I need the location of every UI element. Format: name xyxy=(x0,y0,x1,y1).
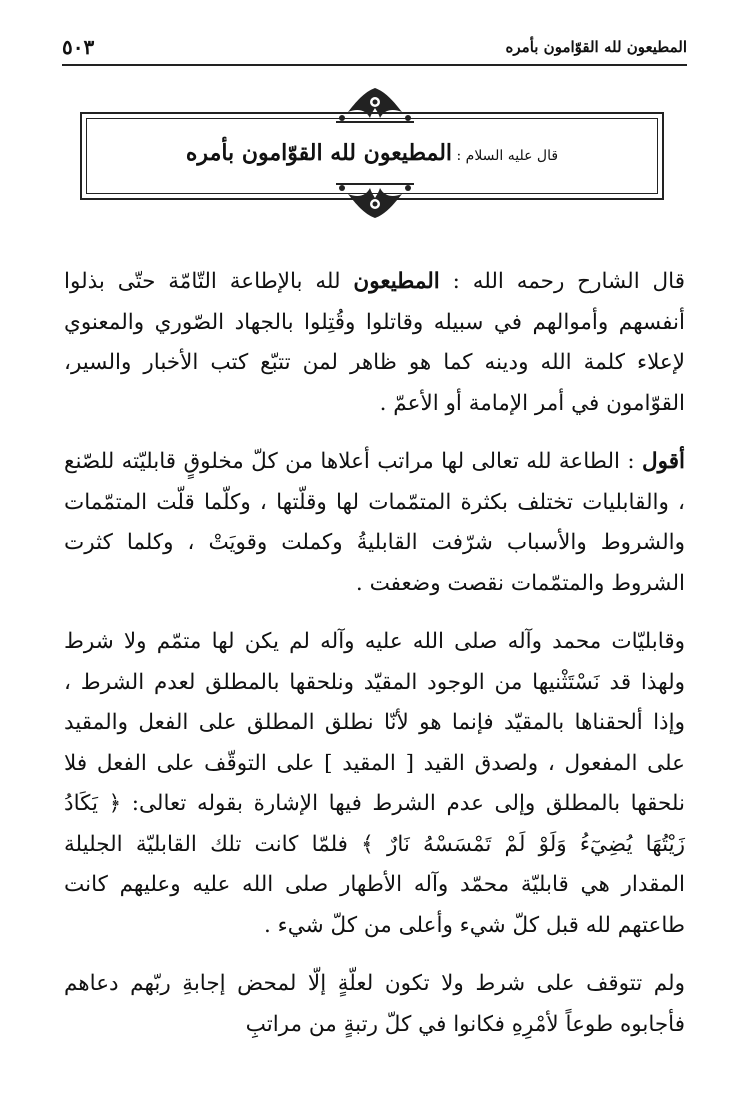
paragraph-2 xyxy=(64,442,685,604)
paragraph-4-text: ولم تتوقف على شرط ولا تكون لعلّةٍ إلّا لمحض إجابةِ ربّهم دعاهم فأجابوه طوعاً لأمْرِهِ فكانوا في كلّ رتبةٍ من مراتبِ xyxy=(64,971,685,1037)
title-line xyxy=(80,140,664,166)
paragraph-3 xyxy=(64,622,685,946)
running-header xyxy=(62,30,687,66)
paragraph-1-bold: المطيعون xyxy=(353,269,440,294)
body-text xyxy=(64,262,685,1063)
paragraph-4 xyxy=(64,964,685,1045)
ornament-bottom-icon xyxy=(334,182,416,222)
title-main: المطيعون لله القوّامون بأمره xyxy=(185,140,453,166)
paragraph-2-bold: أقول xyxy=(642,449,685,474)
paragraph-2-text: : الطاعة لله تعالى لها مراتب أعلاها من كلّ مخلوقٍ قابليّته للصّنع ، والقابليات تختلف بكثرة المتمّمات لها وقلّتها ، وكلّما قلّت المتمّمات والشروط والأسباب شرّفت القابليةُ وكملت وقويَتْ ، وكلما كثرت الشروط والمتمّمات نقصت وضعفت . xyxy=(64,449,685,596)
title-prefix: قال عليه السلام : xyxy=(452,148,559,164)
paragraph-1-text: لله بالإطاعة التّامّة حتّى بذلوا أنفسهم وأموالهم في سبيله وقاتلوا وقُتِلوا بالجهاد الصّوري والمعنوي لإعلاء كلمة الله ودينه كما هو ظاهر لمن تتبّع كتب الأخبار والسير، القوّامون في أمر الإمامة أو الأعمّ . xyxy=(64,269,685,416)
paragraph-3-text: وقابليّات محمد وآله صلى الله عليه وآله لم يكن لها متمّم ولا شرط ولهذا قد نَسْتَثْنيها من الوجود المقيّد ونلحقها بالمطلق لعدم الشرط ، وإذا ألحقناها بالمقيّد فإنما هو لأنّا نطلق المطلق على الفعل والمقيد على المفعول ، ولصدق القيد [ المقيد ] على التوقّف على الفعل فلا نلحقها بالمطلق وإلى عدم الشرط فيها الإشارة بقوله تعالى: ﴿ يَكَادُ زَيْتُهَا يُضِيٓءُ وَلَوْ لَمْ تَمْسَسْهُ نَارٌ ﴾ فلمّا كانت تلك القابليّة الجليلة المقدار هي قابليّة محمّد وآله الأطهار صلى الله عليه وعليهم كانت طاعتهم لله قبل كلّ شيء وأعلى من كلّ شيء . xyxy=(64,629,685,938)
running-header-title: المطيعون لله القوّامون بأمره xyxy=(505,38,687,56)
page-number: ٥٠٣ xyxy=(62,35,95,59)
paragraph-1-lead: قال الشارح رحمه الله : xyxy=(439,269,685,294)
paragraph-1 xyxy=(64,262,685,424)
